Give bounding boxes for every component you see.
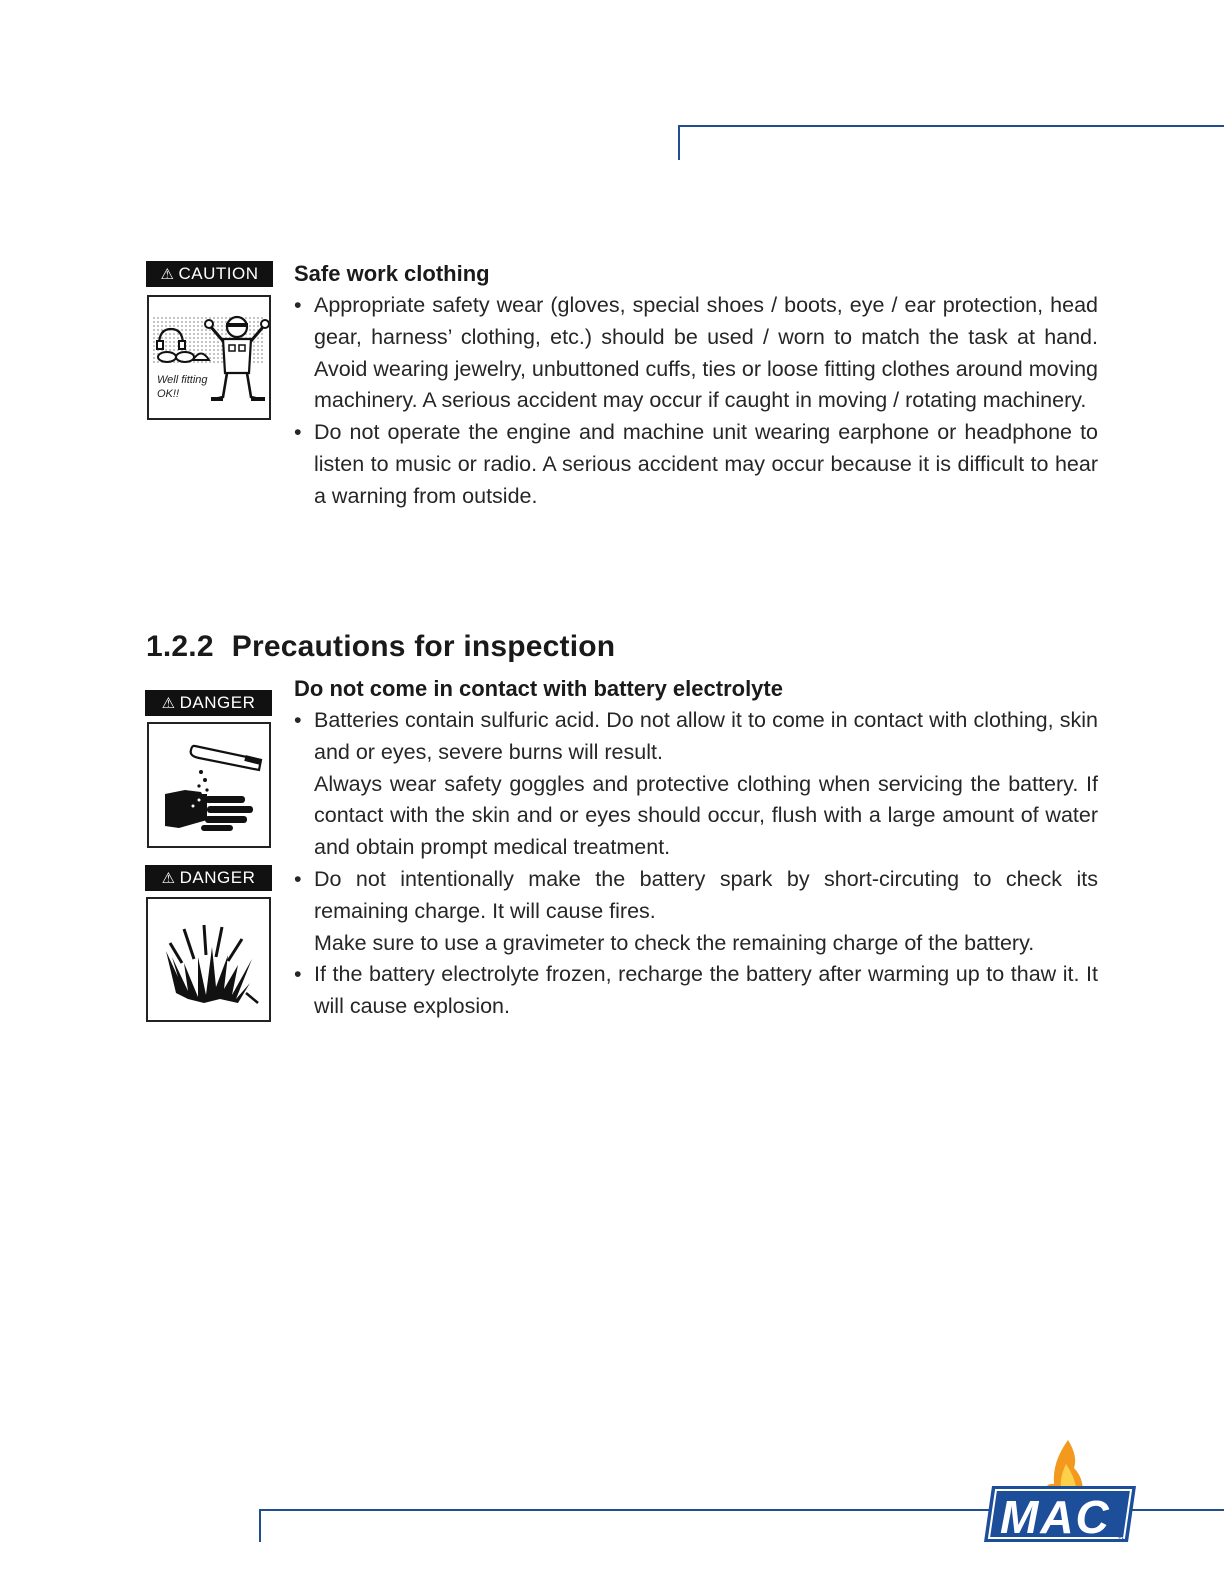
spark-explosion-icon — [146, 897, 271, 1022]
safe-work-clothing-block — [294, 259, 1098, 513]
mac-logo — [982, 1438, 1142, 1546]
item-paragraph: • If the battery electrolyte frozen, recharge the battery after warming up to thaw it. It will cause explosion. — [314, 962, 1098, 1019]
list-item — [294, 959, 1098, 1023]
warning-triangle-icon: ⚠ — [160, 266, 175, 283]
warning-triangle-icon: ⚠ — [161, 870, 176, 887]
list-item — [294, 705, 1098, 864]
caution-badge: ⚠ CAUTION — [146, 261, 273, 287]
header-rule — [678, 125, 1224, 127]
item-paragraph: • Batteries contain sulfuric acid. Do not allow it to come in contact with clothing, skin and or eyes, severe burns will result. — [314, 708, 1098, 764]
work-clothing-pictogram-icon — [147, 295, 271, 420]
battery-electrolyte-list — [294, 705, 1098, 1023]
safe-work-clothing-title: Safe work clothing — [294, 261, 490, 286]
battery-electrolyte-block — [294, 674, 1098, 1023]
item-paragraph: Always wear safety goggles and protective clothing when servicing the battery. If contact with the skin and or eyes should occur, flush with a large amount of water and obtain prompt medical treatment. — [314, 771, 1098, 860]
item-paragraph: Make sure to use a gravimeter to check the remaining charge of the battery. — [314, 930, 1035, 955]
pictogram-caption-line2: OK!! — [157, 388, 180, 400]
list-item: • Do not operate the engine and machine unit wearing earphone or headphone to listen to music or radio. A serious accident may occur because it is difficult to hear a warning from outside. — [294, 417, 1098, 512]
logo-text: MAC — [1000, 1491, 1111, 1543]
battery-electrolyte-title: Do not come in contact with battery electrolyte — [294, 676, 783, 701]
logo-trademark: TM — [1118, 1538, 1127, 1544]
section-number: 1.2.2 — [146, 630, 214, 663]
pictogram-caption-line1: Well fitting — [157, 374, 208, 386]
warning-triangle-icon: ⚠ — [161, 695, 176, 712]
danger-badge: ⚠ DANGER — [145, 690, 272, 716]
item-paragraph: • Do not intentionally make the battery spark by short-circuting to check its remaining charge. It will cause fires. — [314, 866, 1098, 923]
section-title: Precautions for inspection — [231, 630, 616, 663]
acid-burn-hand-icon — [147, 722, 271, 848]
footer-rule-tick — [259, 1509, 261, 1542]
list-item: • Appropriate safety wear (gloves, special shoes / boots, eye / ear protection, head gear, harness’ clothing, etc.) should be used / worn to match the task at hand. Avoid wearing jewelry, unbuttoned cuffs, ties or loose fitting clothes around moving machinery. A serious accident may occur if caught in moving / rotating machinery. — [294, 290, 1098, 417]
section-heading — [146, 630, 615, 664]
list-item — [294, 864, 1098, 959]
header-rule-tick — [678, 125, 680, 160]
danger-badge: ⚠ DANGER — [145, 865, 272, 891]
safe-work-clothing-list — [294, 290, 1098, 513]
